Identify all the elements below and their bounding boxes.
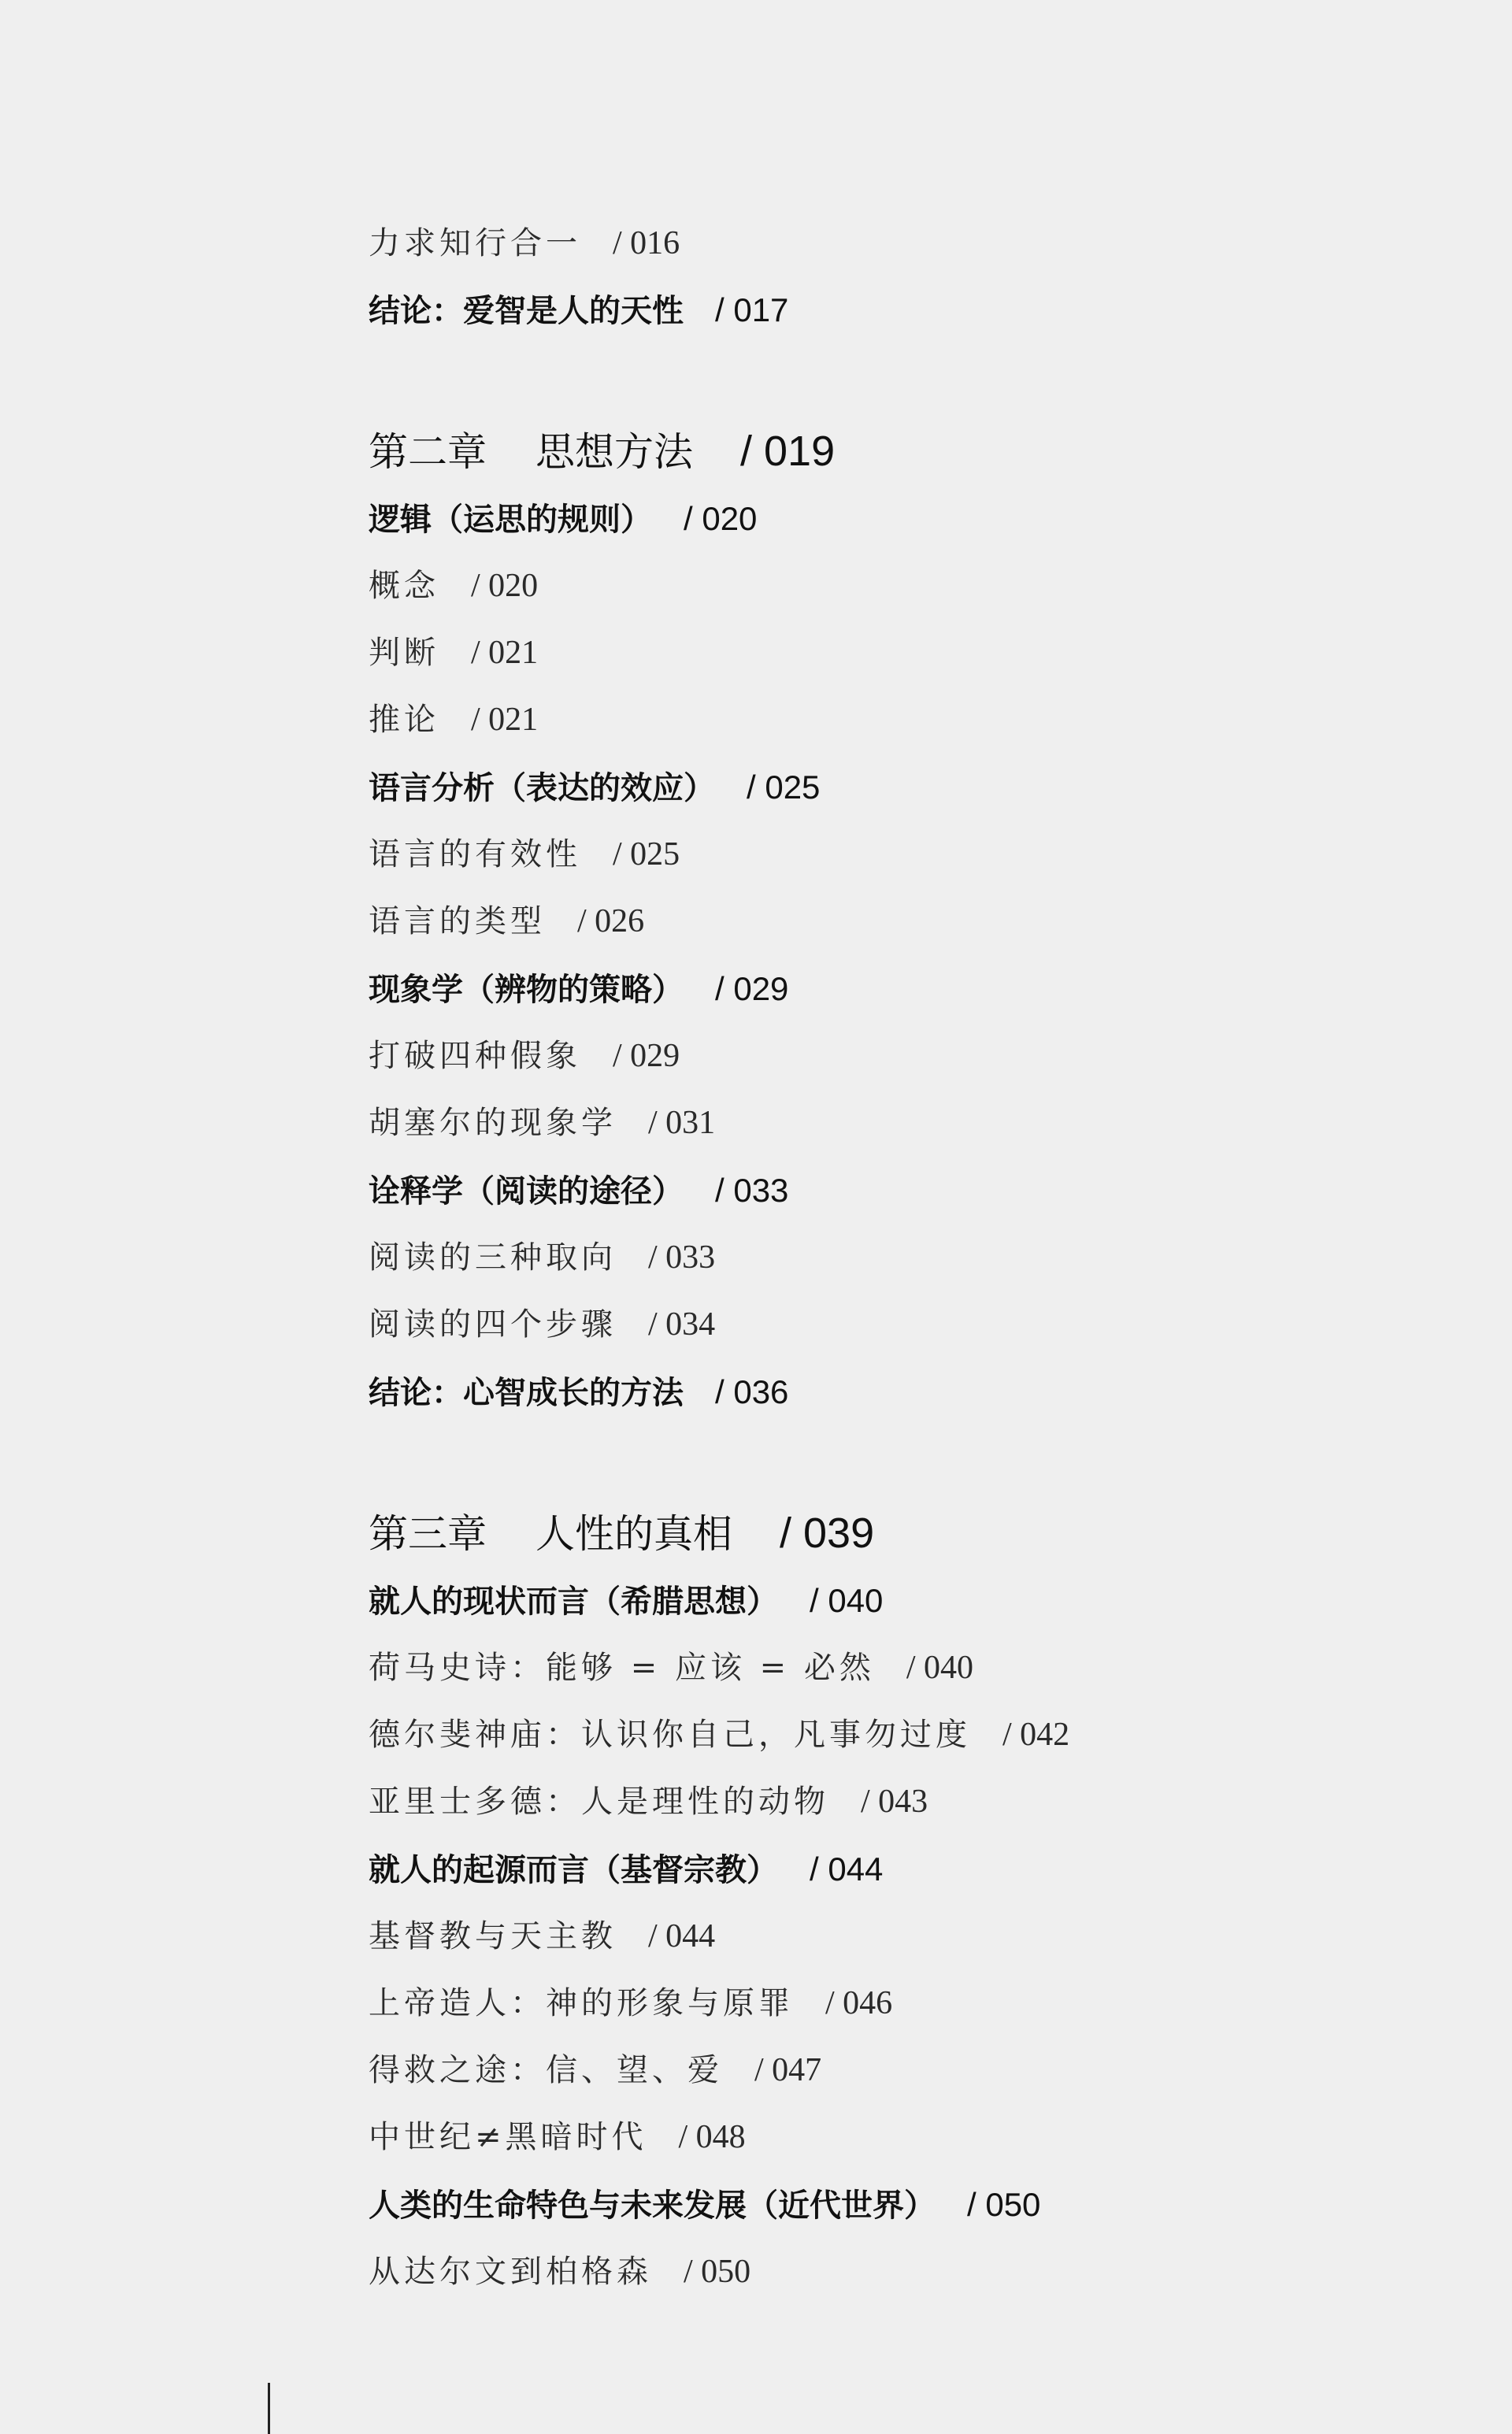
- toc-entry-title: 诠释学（阅读的途径）: [369, 1173, 684, 1210]
- toc-entry-title: 阅读的三种取向: [369, 1239, 617, 1276]
- toc-subsection: [369, 1651, 973, 1684]
- toc-page-number: / 033: [715, 1172, 789, 1209]
- toc-section: [369, 972, 788, 1006]
- toc-subsection: [369, 2054, 821, 2087]
- toc-section: [369, 500, 758, 538]
- toc-entry-title: 语言分析（表达的效应）: [369, 770, 715, 806]
- toc-page-number: / 029: [613, 1038, 680, 1074]
- toc-entry-title: 上帝造人：神的形象与原罪: [369, 1985, 794, 2021]
- toc-subsection: [369, 569, 538, 602]
- toc-entry-title: 语言的类型: [369, 903, 546, 939]
- toc-page-number: / 020: [684, 500, 758, 537]
- toc-page-number: / 050: [967, 2186, 1041, 2223]
- toc-entry-title: 逻辑（运思的规则）: [369, 502, 652, 538]
- toc-subsection: [369, 227, 680, 260]
- toc-page-number: / 050: [684, 2254, 751, 2290]
- toc-entry-title: 从达尔文到柏格森: [369, 2254, 652, 2290]
- toc-section: [369, 291, 789, 329]
- toc-page-number: / 040: [810, 1582, 884, 1619]
- toc-subsection: [369, 1308, 715, 1341]
- margin-rule: [268, 2383, 270, 2434]
- toc-entry-title: 得救之途：信、望、爱: [369, 2052, 723, 2088]
- toc-subsection: [369, 1241, 715, 1274]
- toc-subsection: [369, 703, 538, 736]
- toc-page-number: / 031: [648, 1105, 716, 1141]
- toc-page-number: / 048: [678, 2119, 746, 2155]
- toc-entry-title: 亚里士多德：人是理性的动物: [369, 1784, 829, 1820]
- toc-entry-title: 就人的起源而言（基督宗教）: [369, 1852, 778, 1888]
- toc-page-number: / 047: [754, 2052, 822, 2088]
- toc-page-number: / 036: [715, 1373, 789, 1410]
- toc-page-number: / 046: [825, 1985, 893, 2021]
- toc-page-number: / 026: [577, 903, 645, 939]
- toc-entry-title: 结论：心智成长的方法: [369, 1375, 684, 1411]
- toc-page-number: / 016: [613, 225, 680, 261]
- toc-entry-title: 概念: [369, 568, 439, 604]
- toc-page-number: / 044: [648, 1918, 716, 1954]
- toc-section: [369, 1373, 789, 1411]
- toc-page-number: / 039: [780, 1510, 875, 1557]
- toc-page-number: / 017: [715, 291, 789, 328]
- toc-section: [369, 2186, 1041, 2224]
- toc-section: [369, 771, 820, 804]
- toc-page-number: / 025: [747, 769, 821, 806]
- toc-subsection: [369, 905, 644, 938]
- toc-subsection: [369, 2121, 746, 2154]
- toc-entry-title: 打破四种假象: [369, 1038, 581, 1074]
- toc-page-number: / 020: [471, 568, 539, 604]
- toc-subsection: [369, 636, 538, 669]
- toc-entry-title: 力求知行合一: [369, 225, 581, 261]
- toc-entry-title: 人类的生命特色与未来发展（近代世界）: [369, 2188, 936, 2224]
- toc-entry-title: 德尔斐神庙：认识你自己，凡事勿过度: [369, 1717, 971, 1753]
- chapter-number: 第三章: [369, 1511, 487, 1557]
- toc-entry-title: 胡塞尔的现象学: [369, 1105, 617, 1141]
- toc-page-number: / 021: [471, 635, 539, 671]
- toc-subsection: [369, 1718, 1069, 1751]
- toc-chapter-heading: [369, 1510, 875, 1557]
- toc-subsection: [369, 1106, 715, 1139]
- toc-page-number: / 042: [1002, 1717, 1070, 1753]
- toc-entry-title: 判断: [369, 635, 439, 671]
- chapter-title: 思想方法: [536, 429, 693, 475]
- toc-section: [369, 1172, 789, 1210]
- toc-entry-title: 阅读的四个步骤: [369, 1306, 617, 1343]
- toc-entry-title: 荷马史诗：能够 = 应该 = 必然: [369, 1650, 875, 1686]
- toc-page-number: / 034: [648, 1306, 716, 1343]
- toc-entry-title: 现象学（辨物的策略）: [369, 972, 684, 1008]
- toc-section: [369, 1853, 883, 1886]
- toc-page-number: / 019: [740, 428, 836, 475]
- toc-entry-title: 中世纪≠黑暗时代: [369, 2119, 647, 2155]
- toc-page-number: / 021: [471, 702, 539, 738]
- toc-page-number: / 033: [648, 1239, 716, 1276]
- toc-subsection: [369, 2255, 750, 2288]
- toc-subsection: [369, 838, 680, 871]
- toc-page-number: / 043: [861, 1784, 928, 1820]
- toc-entry-title: 就人的现状而言（希腊思想）: [369, 1584, 778, 1620]
- chapter-number: 第二章: [369, 429, 487, 475]
- chapter-title: 人性的真相: [536, 1511, 732, 1557]
- toc-entry-title: 语言的有效性: [369, 836, 581, 872]
- toc-page-number: / 025: [613, 836, 680, 872]
- toc-page-number: / 040: [906, 1650, 974, 1686]
- toc-entry-title: 推论: [369, 702, 439, 738]
- toc-subsection: [369, 1039, 680, 1073]
- toc-chapter-heading: [369, 428, 836, 475]
- toc-entry-title: 基督教与天主教: [369, 1918, 617, 1954]
- toc-page-number: / 029: [715, 970, 789, 1007]
- toc-subsection: [369, 1920, 715, 1953]
- toc-subsection: [369, 1987, 892, 2020]
- toc-entry-title: 结论：爱智是人的天性: [369, 293, 684, 329]
- toc-section: [369, 1582, 884, 1620]
- toc-page-number: / 044: [810, 1851, 884, 1888]
- toc-subsection: [369, 1785, 928, 1818]
